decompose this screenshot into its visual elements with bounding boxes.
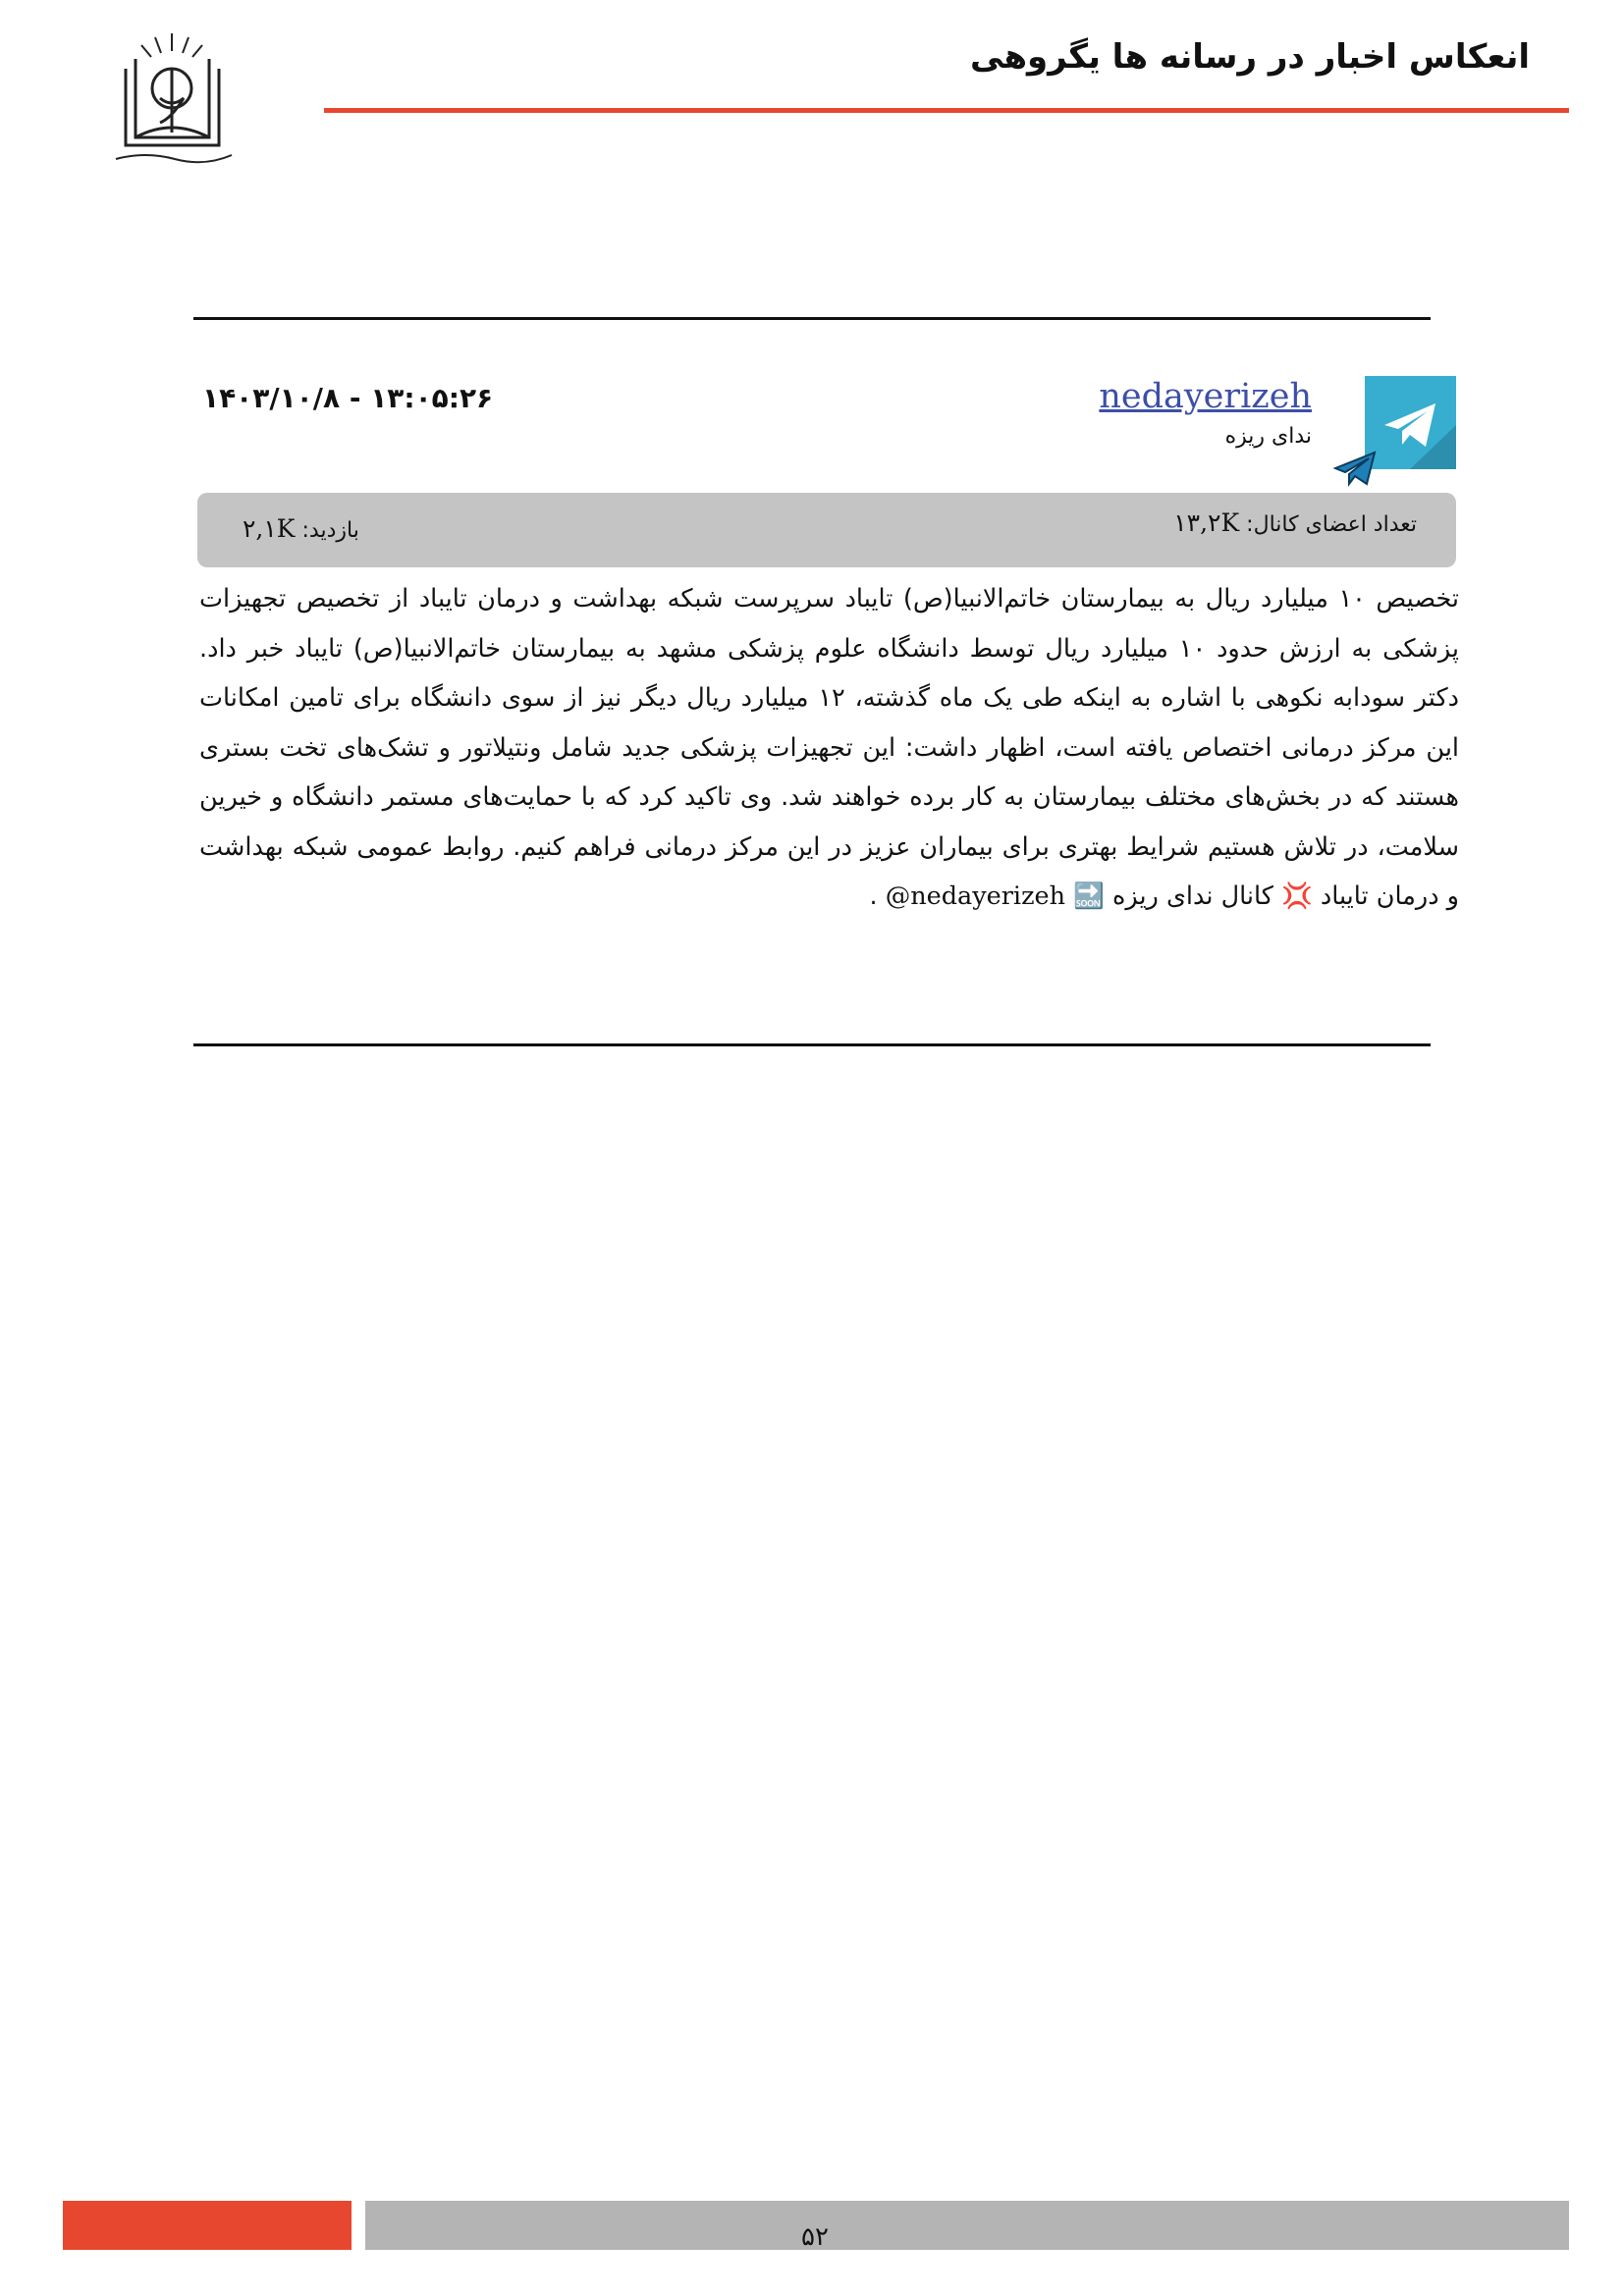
- post-body-end: .: [869, 881, 878, 911]
- channel-handle-link[interactable]: nedayerizeh: [1099, 377, 1312, 416]
- post-datetime: ۱۴۰۳/۱۰/۸ - ۱۳:۰۵:۲۶: [202, 382, 494, 414]
- members-stat: [1173, 508, 1417, 537]
- header-divider: [324, 108, 1569, 113]
- members-value: ۱۳,۲K: [1173, 508, 1240, 537]
- university-seal-icon: [106, 29, 239, 167]
- telegram-badge-icon: [1333, 449, 1377, 488]
- post-body-text: تخصیص ۱۰ میلیارد ریال به بیمارستان خاتم‌الانبیا(ص) تایباد سرپرست شبکه بهداشت و درمان تایباد از تخصیص تجهیزات پزشکی به ارزش حدود ۱۰ میلیارد ریال توسط دانشگاه علوم پزشکی مشهد به بیمارستان خاتم‌الانبیا(ص) تایباد خبر داد. دکتر سودابه نکوهی با اشاره به اینکه طی یک ماه گذشته، ۱۲ میلیارد ریال دیگر نیز از سوی دانشگاه برای تامین امکانات این مرکز درمانی اختصاص یافته است، اظهار داشت: این تجهیزات پزشکی جدید شامل ونتیلاتور و تشک‌های تخت بستری هستند که در بخش‌های مختلف بیمارستان به کار برده خواهند شد. وی تاکید کرد که با حمایت‌های مستمر دانشگاه و خیرین سلامت، در تلاش هستیم شرایط بهتری برای بیماران عزیز در این مرکز درمانی فراهم کنیم. روابط عمومی شبکه بهداشت و درمان تایباد 💢 کانال ندای ریزه 🔜: [199, 584, 1459, 911]
- page-header-title: انعکاس اخبار در رسانه ها یگروهی: [970, 37, 1530, 77]
- views-value: ۲,۱K: [243, 514, 296, 543]
- telegram-icon: [1365, 376, 1456, 469]
- views-label: بازدید:: [301, 518, 359, 543]
- channel-name: ندای ریزه: [1224, 424, 1312, 449]
- post-body-handle[interactable]: @nedayerizeh: [885, 881, 1066, 911]
- post-top-divider: [193, 317, 1431, 320]
- stats-bar: [197, 493, 1456, 567]
- footer-gray-bar: [365, 2201, 1569, 2250]
- post-body: [199, 574, 1459, 922]
- footer-accent-bar: [63, 2201, 352, 2250]
- views-stat: [243, 514, 359, 543]
- post-bottom-divider: [193, 1043, 1431, 1046]
- members-label: تعداد اعضای کانال:: [1246, 512, 1417, 537]
- page-number: ۵۲: [801, 2222, 829, 2252]
